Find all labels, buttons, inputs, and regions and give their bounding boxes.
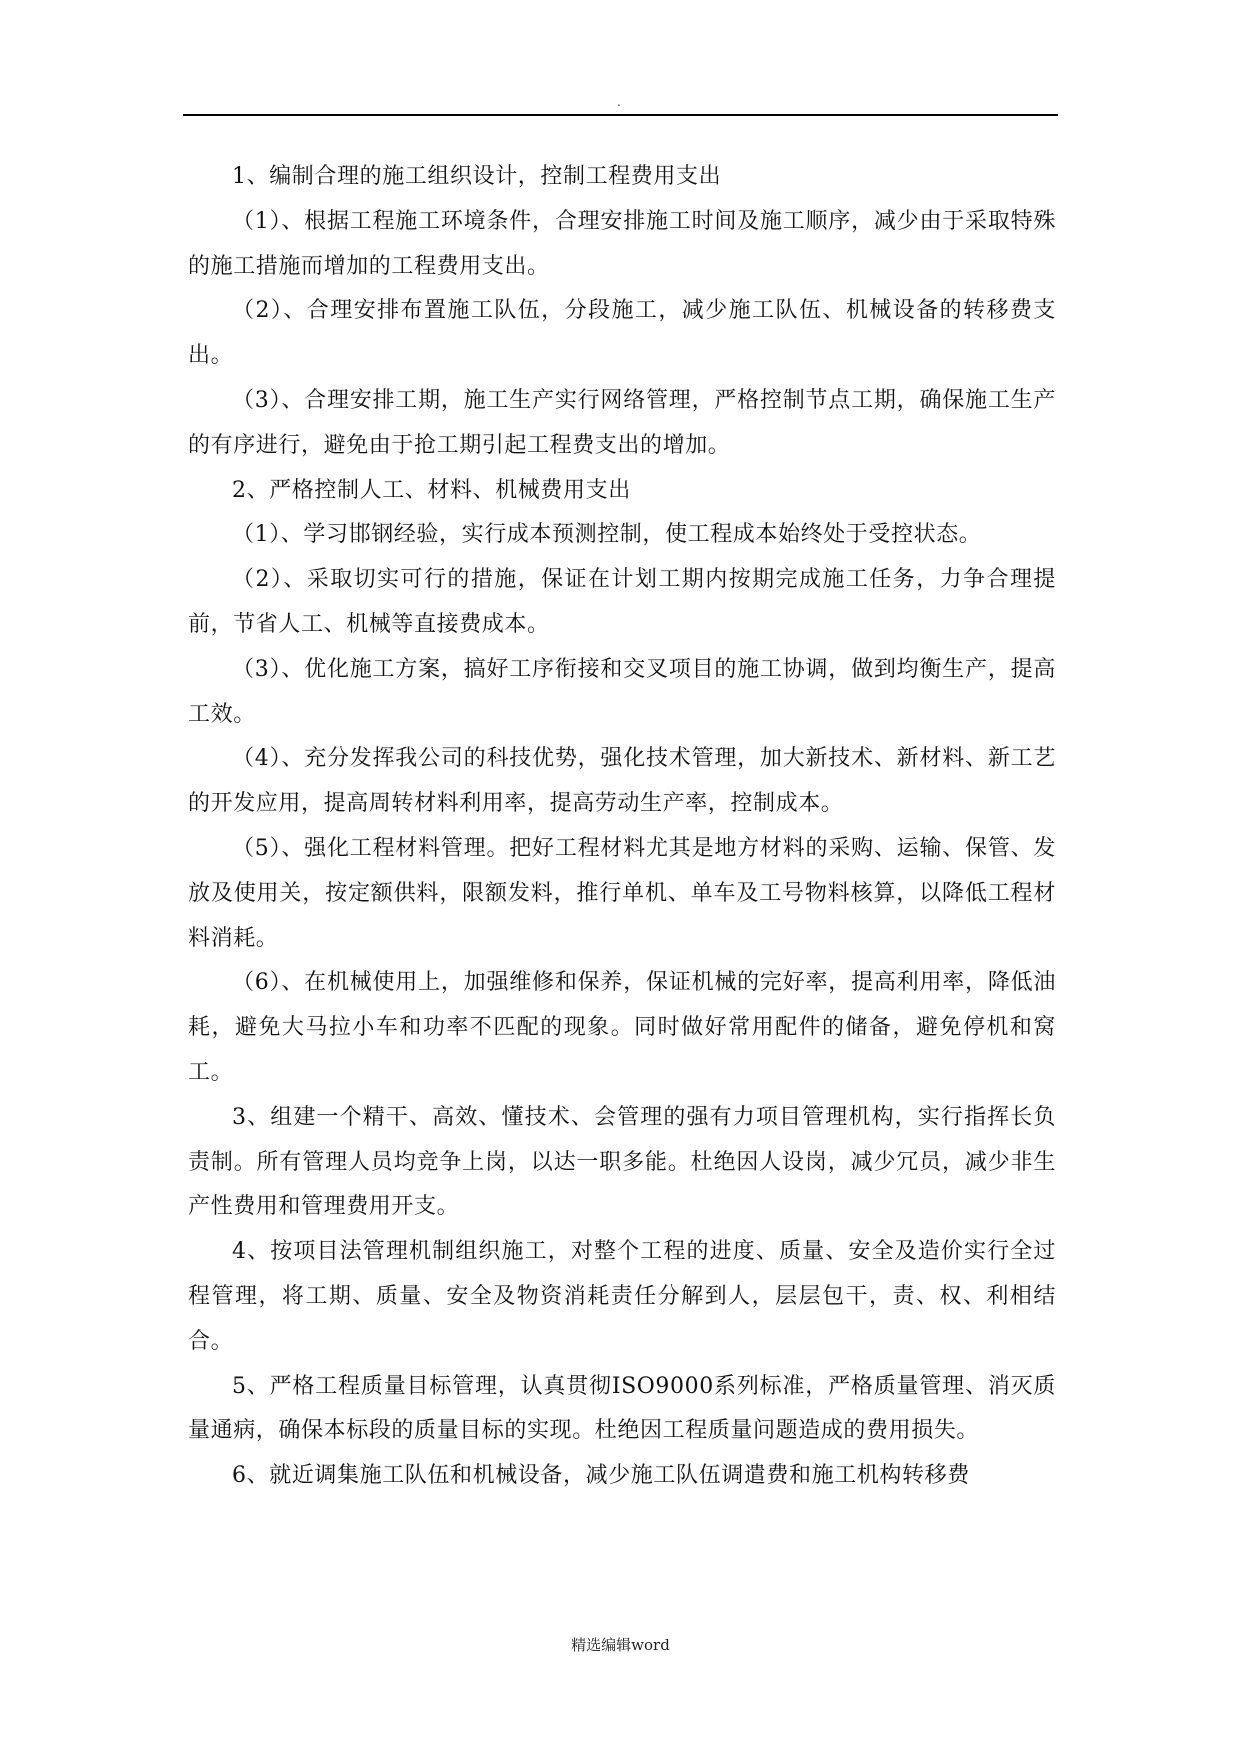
paragraph-7: （2）、采取切实可行的措施，保证在计划工期内按期完成施工任务，力争合理提前，节省人工、机械等直接费成本。 xyxy=(188,567,1056,637)
paragraph-8: （3）、优化施工方案，搞好工序衔接和交叉项目的施工协调，做到均衡生产，提高工效。 xyxy=(188,656,1056,727)
header-mark: . xyxy=(617,95,621,109)
paragraph-12: 3、组建一个精干、高效、懂技术、会管理的强有力项目管理机构，实行指挥长负责制。所有管理人员均竞争上岗，以达一职多能。杜绝因人设岗，减少冗员，减少非生产性费用和管理费用开支。 xyxy=(188,1104,1056,1220)
document-body xyxy=(188,155,1056,1499)
paragraph-5: 2、严格控制人工、材料、机械费用支出 xyxy=(232,477,631,503)
paragraph-2: （1）、根据工程施工环境条件，合理安排施工时间及施工顺序，减少由于采取特殊的施工措施而增加的工程费用支出。 xyxy=(188,208,1056,279)
header-rule xyxy=(183,114,1058,116)
paragraph-10: （5）、强化工程材料管理。把好工程材料尤其是地方材料的采购、运输、保管、发放及使用关，按定额供料，限额发料，推行单机、单车及工号物料核算，以降低工程材料消耗。 xyxy=(188,835,1056,951)
paragraph-13: 4、按项目法管理机制组织施工，对整个工程的进度、质量、安全及造价实行全过程管理，将工期、质量、安全及物资消耗责任分解到人，层层包干，责、权、利相结合。 xyxy=(188,1239,1056,1354)
paragraph-6: （1）、学习邯钢经验，实行成本预测控制，使工程成本始终处于受控状态。 xyxy=(232,522,982,548)
paragraph-11: （6）、在机械使用上，加强维修和保养，保证机械的完好率，提高利用率，降低油耗，避免大马拉小车和功率不匹配的现象。同时做好常用配件的储备，避免停机和窝工。 xyxy=(188,970,1056,1085)
paragraph-14: 5、严格工程质量目标管理，认真贯彻ISO9000系列标准，严格质量管理、消灭质量通病，确保本标段的质量目标的实现。杜绝因工程质量问题造成的费用损失。 xyxy=(188,1373,1056,1444)
paragraph-15: 6、就近调集施工队伍和机械设备，减少施工队伍调遣费和施工机构转移费 xyxy=(232,1463,970,1489)
paragraph-9: （4）、充分发挥我公司的科技优势，强化技术管理，加大新技术、新材料、新工艺的开发应用，提高周转材料利用率，提高劳动生产率，控制成本。 xyxy=(188,746,1056,817)
page-footer: 精选编辑word xyxy=(571,1636,670,1654)
paragraph-4: （3）、合理安排工期，施工生产实行网络管理，严格控制节点工期，确保施工生产的有序进行，避免由于抢工期引起工程费支出的增加。 xyxy=(188,387,1056,458)
paragraph-3: （2）、合理安排布置施工队伍，分段施工，减少施工队伍、机械设备的转移费支出。 xyxy=(188,298,1056,369)
paragraph-1: 1、编制合理的施工组织设计，控制工程费用支出 xyxy=(232,164,722,189)
